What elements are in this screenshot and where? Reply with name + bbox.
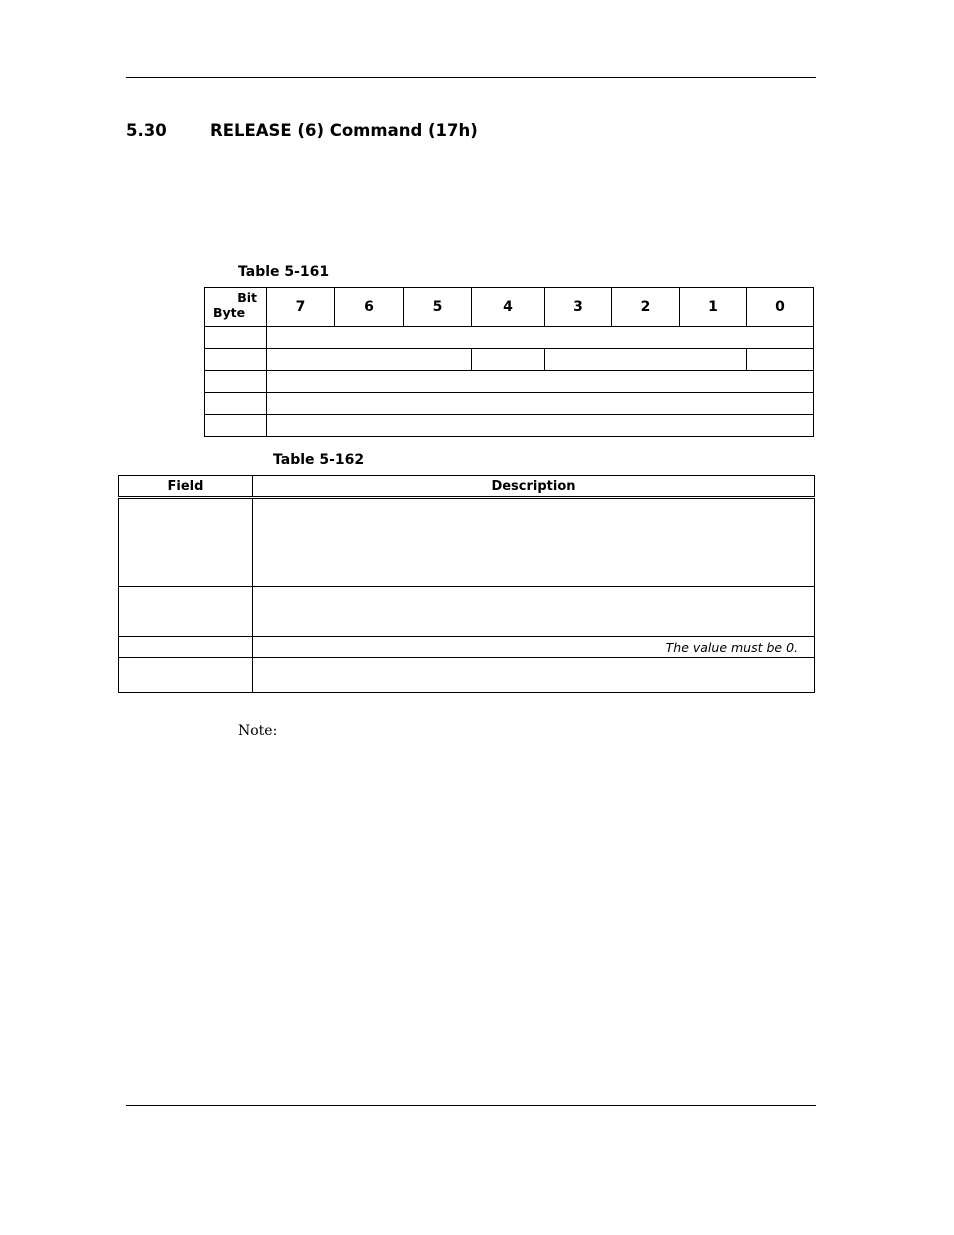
table-row — [205, 349, 814, 371]
field-cell — [267, 371, 814, 393]
bottom-rule — [126, 1105, 816, 1106]
table-162-caption: Table 5-162 — [273, 452, 365, 468]
byte-cell — [205, 327, 267, 349]
bit-7-header: 7 — [267, 288, 335, 327]
byte-cell — [205, 349, 267, 371]
bit-label: Bit — [237, 290, 257, 305]
bit-3-header: 3 — [545, 288, 612, 327]
byte-cell — [205, 393, 267, 415]
table-row — [205, 327, 814, 349]
bit-1-header: 1 — [680, 288, 747, 327]
bit-5-header: 5 — [404, 288, 472, 327]
table-row — [205, 393, 814, 415]
table-row — [119, 658, 815, 693]
description-cell — [253, 587, 815, 637]
bit-0-header: 0 — [747, 288, 814, 327]
bit-byte-corner — [205, 288, 267, 327]
byte-cell — [205, 415, 267, 437]
bit-header-row — [205, 288, 814, 327]
description-column-header: Description — [253, 476, 815, 498]
byte-cell — [205, 371, 267, 393]
field-cell — [267, 349, 472, 371]
note-label: Note: — [238, 723, 278, 739]
bit-2-header: 2 — [612, 288, 680, 327]
field-cell — [119, 587, 253, 637]
header-row — [119, 476, 815, 498]
field-cell — [119, 658, 253, 693]
field-cell — [119, 498, 253, 587]
table-row — [119, 637, 815, 658]
byte-label: Byte — [213, 305, 246, 320]
field-description-table — [118, 475, 815, 693]
section-number: 5.30 — [126, 121, 167, 140]
bit-4-header: 4 — [472, 288, 545, 327]
table-row — [205, 371, 814, 393]
field-cell — [267, 393, 814, 415]
field-cell — [545, 349, 747, 371]
field-cell — [119, 637, 253, 658]
description-cell — [253, 498, 815, 587]
table-161-caption: Table 5-161 — [238, 264, 330, 280]
section-title: RELEASE (6) Command (17h) — [210, 121, 478, 140]
command-descriptor-table — [204, 287, 814, 437]
table-row — [119, 587, 815, 637]
field-column-header: Field — [119, 476, 253, 498]
field-cell — [267, 415, 814, 437]
bit-6-header: 6 — [335, 288, 404, 327]
description-cell — [253, 658, 815, 693]
table-row — [119, 498, 815, 587]
field-cell — [472, 349, 545, 371]
field-cell — [267, 327, 814, 349]
table-row — [205, 415, 814, 437]
top-rule — [126, 77, 816, 78]
field-cell — [747, 349, 814, 371]
value-note: The value must be 0. — [253, 637, 815, 658]
